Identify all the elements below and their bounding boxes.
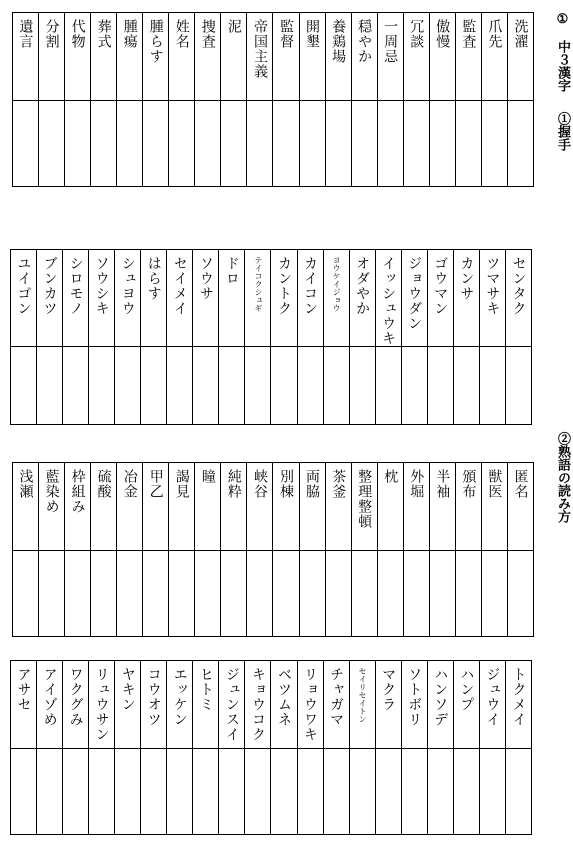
reading1-cell-9: [219, 250, 245, 347]
reading1-answer-cell-5[interactable]: [115, 347, 141, 425]
kanji2-term-17: 半袖: [434, 469, 451, 499]
kanji1-answer-cell-2[interactable]: [39, 101, 65, 187]
kanji2-cell-3: [65, 463, 91, 551]
kanji1-cell-2: [39, 13, 65, 101]
kanji2-term-12: 両脇: [304, 469, 321, 499]
reading1-answer-cell-15[interactable]: [375, 347, 401, 425]
reading1-term-15: イッシュウキ: [380, 256, 397, 346]
reading2-term-18: ハンプ: [458, 667, 475, 712]
reading2-answer-cell-19[interactable]: [479, 749, 505, 835]
kanji1-cell-11: [273, 13, 299, 101]
kanji1-answer-cell-13[interactable]: [325, 101, 351, 187]
kanji1-answer-cell-19[interactable]: [481, 101, 507, 187]
reading2-term-10: キョウコク: [249, 667, 266, 742]
reading2-cell-10: [245, 661, 271, 749]
reading1-answer-cell-13[interactable]: [323, 347, 349, 425]
reading1-cell-8: [193, 250, 219, 347]
kanji2-term-2: 藍染め: [43, 469, 60, 514]
kanji2-answer-cell-12[interactable]: [299, 551, 325, 637]
kanji2-term-10: 峡谷: [251, 469, 268, 499]
kanji1-answer-cell-18[interactable]: [455, 101, 481, 187]
reading2-term-14: セイリセイトン: [358, 667, 368, 723]
section1-marker: ①: [555, 12, 570, 27]
kanji1-answer-cell-10[interactable]: [247, 101, 273, 187]
kanji1-cell-20: [507, 13, 533, 101]
kanji1-answer-cell-4[interactable]: [91, 101, 117, 187]
reading2-answer-cell-3[interactable]: [63, 749, 89, 835]
kanji1-term-3: 代物: [69, 19, 86, 49]
reading2-answer-cell-11[interactable]: [271, 749, 297, 835]
reading1-cell-6: [141, 250, 167, 347]
kanji1-cell-3: [65, 13, 91, 101]
reading1-cell-13: [323, 250, 349, 347]
kanji1-cell-4: [91, 13, 117, 101]
kanji2-term-3: 枠組み: [69, 469, 86, 514]
reading2-term-6: コウオツ: [145, 667, 162, 727]
kanji2-cell-16: [403, 463, 429, 551]
kanji1-cell-15: [377, 13, 403, 101]
kanji1-term-12: 開墾: [304, 19, 321, 49]
reading2-answer-cell-17[interactable]: [427, 749, 453, 835]
kanji1-cell-9: [221, 13, 247, 101]
kanji1-term-16: 冗談: [408, 19, 425, 49]
kanji1-answer-cell-6[interactable]: [143, 101, 169, 187]
reading2-term-16: ソトボリ: [406, 667, 423, 727]
kanji1-cell-8: [195, 13, 221, 101]
reading1-term-1: ユイゴン: [15, 256, 32, 316]
kanji2-term-20: 匿名: [512, 469, 529, 499]
kanji2-term-4: 硫酸: [95, 469, 112, 499]
reading2-term-3: ワクグみ: [67, 667, 84, 727]
reading2-term-17: ハンソデ: [432, 667, 449, 727]
reading2-cell-12: [297, 661, 323, 749]
kanji2-term-5: 冶金: [121, 469, 138, 499]
kanji2-answer-cell-1[interactable]: [13, 551, 39, 637]
reading1-term-18: カンサ: [458, 256, 475, 301]
section2-label: ②熟語の読み方: [555, 432, 570, 523]
reading2-answer-cell-4[interactable]: [89, 749, 115, 835]
reading2-answer-cell-12[interactable]: [297, 749, 323, 835]
kanji2-cell-20: [507, 463, 533, 551]
kanji1-term-10: 帝国主義: [251, 19, 268, 79]
reading1-answer-cell-4[interactable]: [89, 347, 115, 425]
kanji2-answer-cell-7[interactable]: [169, 551, 195, 637]
kanji1-term-5: 腫瘍: [121, 19, 138, 49]
kanji1-term-11: 監督: [277, 19, 294, 49]
kanji2-answer-cell-19[interactable]: [481, 551, 507, 637]
reading2-term-13: チャガマ: [328, 667, 345, 727]
reading2-term-7: エッケン: [171, 667, 188, 727]
reading1-cell-3: [63, 250, 89, 347]
reading2-cell-2: [37, 661, 63, 749]
kanji1-answer-cell-15[interactable]: [377, 101, 403, 187]
reading1-cell-2: [37, 250, 63, 347]
kanji1-term-17: 傲慢: [434, 19, 451, 49]
kanji1-answer-cell-9[interactable]: [221, 101, 247, 187]
reading1-term-3: シロモノ: [67, 256, 84, 316]
kanji1-term-4: 葬式: [95, 19, 112, 49]
kanji2-answer-cell-18[interactable]: [455, 551, 481, 637]
reading2-cell-1: [11, 661, 37, 749]
kanji2-answer-cell-8[interactable]: [195, 551, 221, 637]
reading1-cell-5: [115, 250, 141, 347]
reading2-term-5: ヤキン: [119, 667, 136, 712]
kanji2-term-13: 茶釜: [330, 469, 347, 499]
reading1-answer-cell-8[interactable]: [193, 347, 219, 425]
reading1-cell-11: [271, 250, 297, 347]
reading1-cell-17: [427, 250, 453, 347]
reading2-cell-6: [141, 661, 167, 749]
reading1-term-11: カントク: [275, 256, 292, 316]
kanji2-cell-13: [325, 463, 351, 551]
kanji2-term-8: 瞳: [199, 469, 216, 484]
kanji2-answer-cell-13[interactable]: [325, 551, 351, 637]
kanji1-term-9: 泥: [225, 19, 242, 34]
section1-label: 中３漢字: [555, 40, 570, 92]
reading1-cell-16: [401, 250, 427, 347]
kanji2-cell-9: [221, 463, 247, 551]
reading2-term-19: ジュウイ: [484, 667, 501, 727]
kanji2-answer-cell-2[interactable]: [39, 551, 65, 637]
reading2-cell-19: [479, 661, 505, 749]
kanji1-answer-cell-20[interactable]: [507, 101, 533, 187]
reading2-cell-8: [193, 661, 219, 749]
kanji2-cell-6: [143, 463, 169, 551]
reading2-answer-cell-5[interactable]: [115, 749, 141, 835]
kanji2-cell-15: [377, 463, 403, 551]
kanji2-term-9: 純粋: [225, 469, 242, 499]
reading1-answer-cell-3[interactable]: [63, 347, 89, 425]
kanji1-term-13: 養鶏場: [330, 19, 347, 64]
kanji2-cell-8: [195, 463, 221, 551]
kanji2-answer-cell-9[interactable]: [221, 551, 247, 637]
kanji2-term-6: 甲乙: [147, 469, 164, 499]
kanji2-term-19: 獣医: [486, 469, 503, 499]
reading2-cell-3: [63, 661, 89, 749]
reading1-term-17: ゴウマン: [432, 256, 449, 316]
reading2-answer-cell-2[interactable]: [37, 749, 63, 835]
reading1-term-9: ドロ: [223, 256, 240, 286]
kanji1-term-18: 監査: [460, 19, 477, 49]
kanji2-cell-17: [429, 463, 455, 551]
reading1-term-6: はらす: [145, 256, 162, 301]
reading1-term-8: ソウサ: [197, 256, 214, 301]
reading2-term-2: アイゾめ: [41, 667, 58, 727]
reading1-term-4: ソウシキ: [93, 256, 110, 316]
kanji2-cell-12: [299, 463, 325, 551]
reading1-term-7: セイメイ: [171, 256, 188, 316]
reading2-answer-cell-14[interactable]: [349, 749, 375, 835]
kanji1-term-2: 分割: [43, 19, 60, 49]
section1-sub: ①握手: [555, 112, 570, 151]
reading2-answer-cell-8[interactable]: [193, 749, 219, 835]
kanji2-answer-cell-4[interactable]: [91, 551, 117, 637]
kanji2-term-18: 頒布: [460, 469, 477, 499]
kanji1-answer-cell-5[interactable]: [117, 101, 143, 187]
reading1-term-14: オダやか: [354, 256, 371, 316]
grid-reading-1: [10, 249, 532, 425]
kanji2-term-16: 外堀: [408, 469, 425, 499]
reading1-answer-cell-14[interactable]: [349, 347, 375, 425]
grid-kanji-2: [12, 462, 534, 637]
kanji2-answer-cell-3[interactable]: [65, 551, 91, 637]
reading2-term-11: ベツムネ: [275, 667, 292, 727]
kanji2-cell-2: [39, 463, 65, 551]
reading1-answer-cell-2[interactable]: [37, 347, 63, 425]
kanji1-answer-cell-8[interactable]: [195, 101, 221, 187]
kanji1-term-15: 一周忌: [382, 19, 399, 64]
reading1-cell-12: [297, 250, 323, 347]
reading2-cell-4: [89, 661, 115, 749]
kanji1-answer-cell-12[interactable]: [299, 101, 325, 187]
reading1-cell-1: [11, 250, 37, 347]
reading2-cell-20: [505, 661, 531, 749]
reading2-answer-cell-16[interactable]: [401, 749, 427, 835]
kanji1-term-7: 姓名: [173, 19, 190, 49]
reading2-answer-cell-18[interactable]: [453, 749, 479, 835]
reading1-answer-cell-16[interactable]: [401, 347, 427, 425]
kanji2-term-14: 整理整頓: [356, 469, 373, 529]
reading1-answer-cell-10[interactable]: [245, 347, 271, 425]
kanji1-cell-17: [429, 13, 455, 101]
kanji1-term-1: 遺言: [17, 19, 34, 49]
reading1-answer-cell-11[interactable]: [271, 347, 297, 425]
reading1-term-16: ジョウダン: [406, 256, 423, 331]
kanji1-answer-cell-14[interactable]: [351, 101, 377, 187]
kanji1-term-14: 穏やか: [356, 19, 373, 64]
reading2-cell-9: [219, 661, 245, 749]
kanji1-cell-10: [247, 13, 273, 101]
reading1-term-20: センタク: [510, 256, 527, 316]
kanji2-cell-18: [455, 463, 481, 551]
kanji2-answer-cell-11[interactable]: [273, 551, 299, 637]
kanji1-cell-16: [403, 13, 429, 101]
reading1-term-5: シュヨウ: [119, 256, 136, 316]
reading2-cell-13: [323, 661, 349, 749]
kanji1-answer-cell-11[interactable]: [273, 101, 299, 187]
reading2-term-20: トクメイ: [510, 667, 527, 727]
reading2-cell-5: [115, 661, 141, 749]
reading1-cell-14: [349, 250, 375, 347]
reading2-cell-7: [167, 661, 193, 749]
kanji1-term-6: 腫らす: [147, 19, 164, 64]
reading1-answer-cell-17[interactable]: [427, 347, 453, 425]
reading1-answer-cell-1[interactable]: [11, 347, 37, 425]
reading2-term-12: リョウワキ: [302, 667, 319, 742]
reading2-answer-cell-6[interactable]: [141, 749, 167, 835]
kanji1-term-19: 爪先: [486, 19, 503, 49]
kanji1-answer-cell-3[interactable]: [65, 101, 91, 187]
reading2-term-15: マクラ: [380, 667, 397, 712]
kanji1-cell-13: [325, 13, 351, 101]
kanji1-term-20: 洗濯: [512, 19, 529, 49]
kanji1-answer-cell-17[interactable]: [429, 101, 455, 187]
kanji2-cell-7: [169, 463, 195, 551]
reading2-answer-cell-7[interactable]: [167, 749, 193, 835]
kanji2-cell-11: [273, 463, 299, 551]
reading1-term-13: ヨウケイジョウ: [332, 256, 342, 312]
grid-kanji-1: [12, 12, 534, 187]
reading1-answer-cell-19[interactable]: [479, 347, 505, 425]
reading1-answer-cell-9[interactable]: [219, 347, 245, 425]
kanji2-cell-14: [351, 463, 377, 551]
reading1-term-12: カイコン: [302, 256, 319, 316]
reading2-answer-cell-13[interactable]: [323, 749, 349, 835]
kanji1-answer-cell-1[interactable]: [13, 101, 39, 187]
kanji2-cell-1: [13, 463, 39, 551]
kanji2-answer-cell-6[interactable]: [143, 551, 169, 637]
kanji1-answer-cell-16[interactable]: [403, 101, 429, 187]
kanji2-answer-cell-10[interactable]: [247, 551, 273, 637]
reading2-answer-cell-10[interactable]: [245, 749, 271, 835]
kanji1-cell-18: [455, 13, 481, 101]
reading1-term-10: テイコクシュギ: [253, 256, 263, 312]
reading2-term-1: アサセ: [15, 667, 32, 712]
kanji2-cell-10: [247, 463, 273, 551]
kanji2-term-7: 謁見: [173, 469, 190, 499]
kanji2-answer-cell-20[interactable]: [507, 551, 533, 637]
grid-reading-2: [10, 660, 532, 835]
kanji2-answer-cell-17[interactable]: [429, 551, 455, 637]
reading1-cell-4: [89, 250, 115, 347]
kanji1-cell-6: [143, 13, 169, 101]
reading2-cell-11: [271, 661, 297, 749]
reading1-answer-cell-18[interactable]: [453, 347, 479, 425]
reading1-answer-cell-6[interactable]: [141, 347, 167, 425]
kanji1-cell-19: [481, 13, 507, 101]
reading2-cell-14: [349, 661, 375, 749]
reading2-cell-18: [453, 661, 479, 749]
reading2-cell-16: [401, 661, 427, 749]
reading1-cell-7: [167, 250, 193, 347]
kanji2-cell-5: [117, 463, 143, 551]
reading2-term-8: ヒトミ: [197, 667, 214, 712]
reading2-cell-17: [427, 661, 453, 749]
reading1-cell-20: [505, 250, 531, 347]
reading1-term-19: ツマサキ: [484, 256, 501, 316]
reading1-cell-15: [375, 250, 401, 347]
reading2-answer-cell-9[interactable]: [219, 749, 245, 835]
reading1-answer-cell-12[interactable]: [297, 347, 323, 425]
kanji1-cell-14: [351, 13, 377, 101]
kanji1-cell-7: [169, 13, 195, 101]
kanji1-term-8: 捜査: [199, 19, 216, 49]
reading2-term-4: リュウサン: [93, 667, 110, 742]
kanji2-term-15: 枕: [382, 469, 399, 484]
kanji2-term-11: 別棟: [277, 469, 294, 499]
kanji2-cell-19: [481, 463, 507, 551]
reading2-answer-cell-20[interactable]: [505, 749, 531, 835]
reading1-answer-cell-7[interactable]: [167, 347, 193, 425]
reading1-term-2: ブンカツ: [41, 256, 58, 316]
reading2-answer-cell-1[interactable]: [11, 749, 37, 835]
kanji2-term-1: 浅瀬: [17, 469, 34, 499]
reading2-answer-cell-15[interactable]: [375, 749, 401, 835]
kanji2-answer-cell-5[interactable]: [117, 551, 143, 637]
kanji2-cell-4: [91, 463, 117, 551]
reading2-term-9: ジュンスイ: [223, 667, 240, 742]
kanji1-cell-12: [299, 13, 325, 101]
kanji2-answer-cell-15[interactable]: [377, 551, 403, 637]
kanji1-cell-1: [13, 13, 39, 101]
kanji2-answer-cell-14[interactable]: [351, 551, 377, 637]
reading1-cell-10: [245, 250, 271, 347]
reading1-cell-19: [479, 250, 505, 347]
kanji1-answer-cell-7[interactable]: [169, 101, 195, 187]
kanji2-answer-cell-16[interactable]: [403, 551, 429, 637]
kanji1-cell-5: [117, 13, 143, 101]
reading2-cell-15: [375, 661, 401, 749]
reading1-cell-18: [453, 250, 479, 347]
reading1-answer-cell-20[interactable]: [505, 347, 531, 425]
